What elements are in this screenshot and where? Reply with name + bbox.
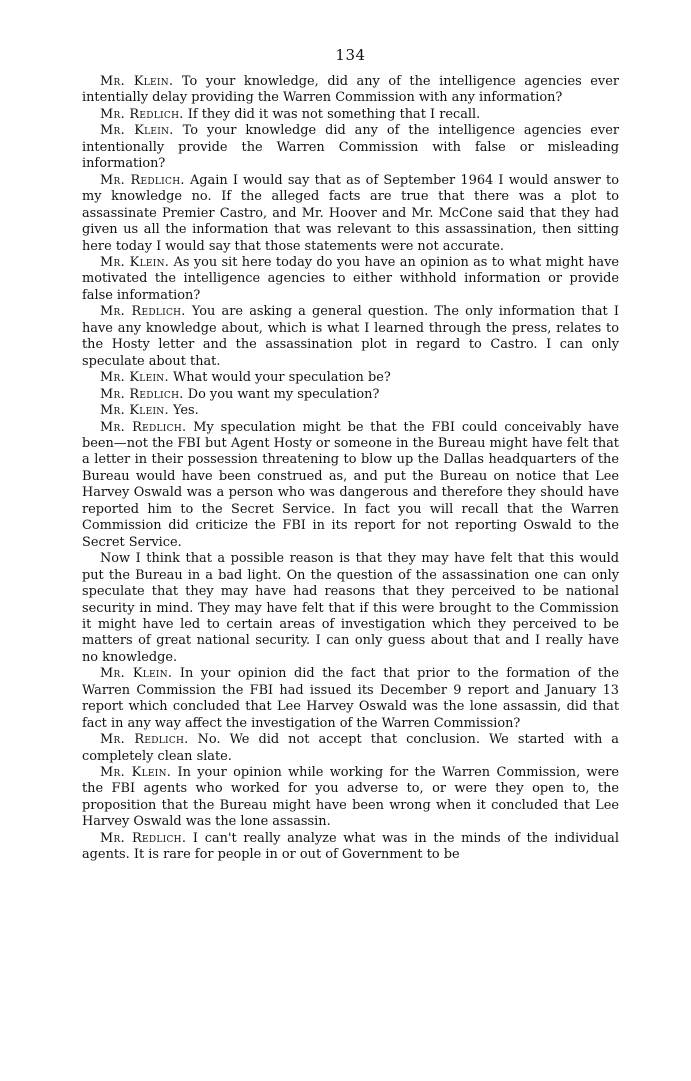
speaker-name: Mr. Redlich. — [100, 386, 184, 402]
speaker-name: Mr. Klein. — [100, 403, 169, 419]
speaker-name: Mr. Redlich. — [100, 732, 189, 748]
testimony-text — [82, 74, 619, 864]
speaker-name: Mr. Klein. — [100, 765, 172, 781]
testimony-paragraph — [82, 666, 619, 732]
statement-text: Yes. — [168, 403, 199, 419]
testimony-paragraph — [82, 403, 619, 419]
speaker-name: Mr. Redlich. — [100, 419, 187, 435]
statement-text: My speculation might be that the FBI could conceivably have been—not the FBI but Agent Hosty or someone in the Bureau might have felt that a letter in their possession threatening to blow up the Dallas headquarters of the Bureau would have been construed as, and put the Bureau on notice that Lee Harvey Oswald was a person who was dangerous and therefore they should have reported him to the Secret Service. In fact you will recall that the Warren Commission did criticize the FBI in its report for not reporting Oswald to the Secret Service. — [82, 419, 619, 550]
statement-text: In your opinion while working for the Warren Commission, were the FBI agents who worked for you adverse to, or were they open to, the proposition that the Bureau might have been wrong when it concluded that Lee Harvey Oswald was the lone assassin. — [82, 765, 619, 830]
speaker-name: Mr. Klein. — [100, 123, 174, 139]
testimony-paragraph — [82, 387, 619, 403]
speaker-name: Mr. Klein. — [100, 74, 174, 89]
speaker-name: Mr. Klein. — [100, 254, 170, 270]
testimony-paragraph — [82, 74, 619, 107]
page-number: 134 — [335, 46, 366, 64]
speaker-name: Mr. Redlich. — [100, 172, 185, 188]
statement-text: Again I would say that as of September 1964 I would answer to my knowledge no. If the alleged facts are true that there was a plot to assassinate Premier Castro, and Mr. Hoover and Mr. McCone said that they had given us all the information that was relevant to this assassination, then sitting here today I would say that those statements were not accurate. — [82, 172, 619, 254]
testimony-paragraph — [82, 370, 619, 386]
testimony-paragraph — [82, 304, 619, 370]
testimony-paragraph — [82, 173, 619, 255]
speaker-name: Mr. Redlich. — [100, 304, 186, 320]
statement-text: You are asking a general question. The only information that I have any knowledge about, which is what I learned through the press, relates to the Hosty letter and the assassination plot in regard to Castro. I can only speculate about that. — [82, 304, 619, 369]
testimony-paragraph — [82, 123, 619, 172]
statement-text: If they did it was not something that I recall. — [183, 106, 481, 122]
speaker-name: Mr. Redlich. — [100, 830, 187, 846]
testimony-paragraph — [82, 255, 619, 304]
testimony-paragraph — [82, 420, 619, 552]
statement-text: In your opinion did the fact that prior to the formation of the Warren Commission the FBI had issued its December 9 report and January 13 report which concluded that Lee Harvey Oswald was the lone assassin, did that fact in any way affect the investigation of the Warren Commission? — [82, 666, 620, 731]
speaker-name: Mr. Klein. — [100, 370, 169, 386]
testimony-paragraph — [82, 107, 619, 123]
statement-text: Do you want my speculation? — [183, 386, 380, 402]
testimony-paragraph — [82, 831, 619, 864]
statement-text: As you sit here today do you have an opinion as to what might have motivated the intelligence agencies to either withhold information or provide false information? — [82, 254, 620, 303]
speaker-name: Mr. Redlich. — [100, 106, 184, 122]
statement-text: To your knowledge, did any of the intelligence agencies ever intentially delay providing the Warren Commission with any information? — [82, 74, 620, 106]
statement-text: To your knowledge did any of the intelligence agencies ever intentionally provide the Warren Commission with false or misleading information? — [82, 123, 620, 172]
statement-text: No. We did not accept that conclusion. We started with a completely clean slate. — [82, 732, 619, 764]
testimony-paragraph — [82, 765, 619, 831]
statement-text: Now I think that a possible reason is that they may have felt that this would put the Bureau in a bad light. On the question of the assassination one can only speculate that they may have had reasons that they perceived to be national security in mind. They may have felt that if this were brought to the Commission it might have led to certain areas of investigation which they perceived to be matters of great national security. I can only guess about that and I really have no knowledge. — [82, 551, 619, 665]
speaker-name: Mr. Klein. — [100, 666, 173, 682]
testimony-paragraph — [82, 732, 619, 765]
statement-text: What would your speculation be? — [168, 370, 391, 386]
testimony-paragraph — [82, 551, 619, 666]
statement-text: I can't really analyze what was in the minds of the individual agents. It is rare for people in or out of Government to be — [82, 830, 619, 863]
